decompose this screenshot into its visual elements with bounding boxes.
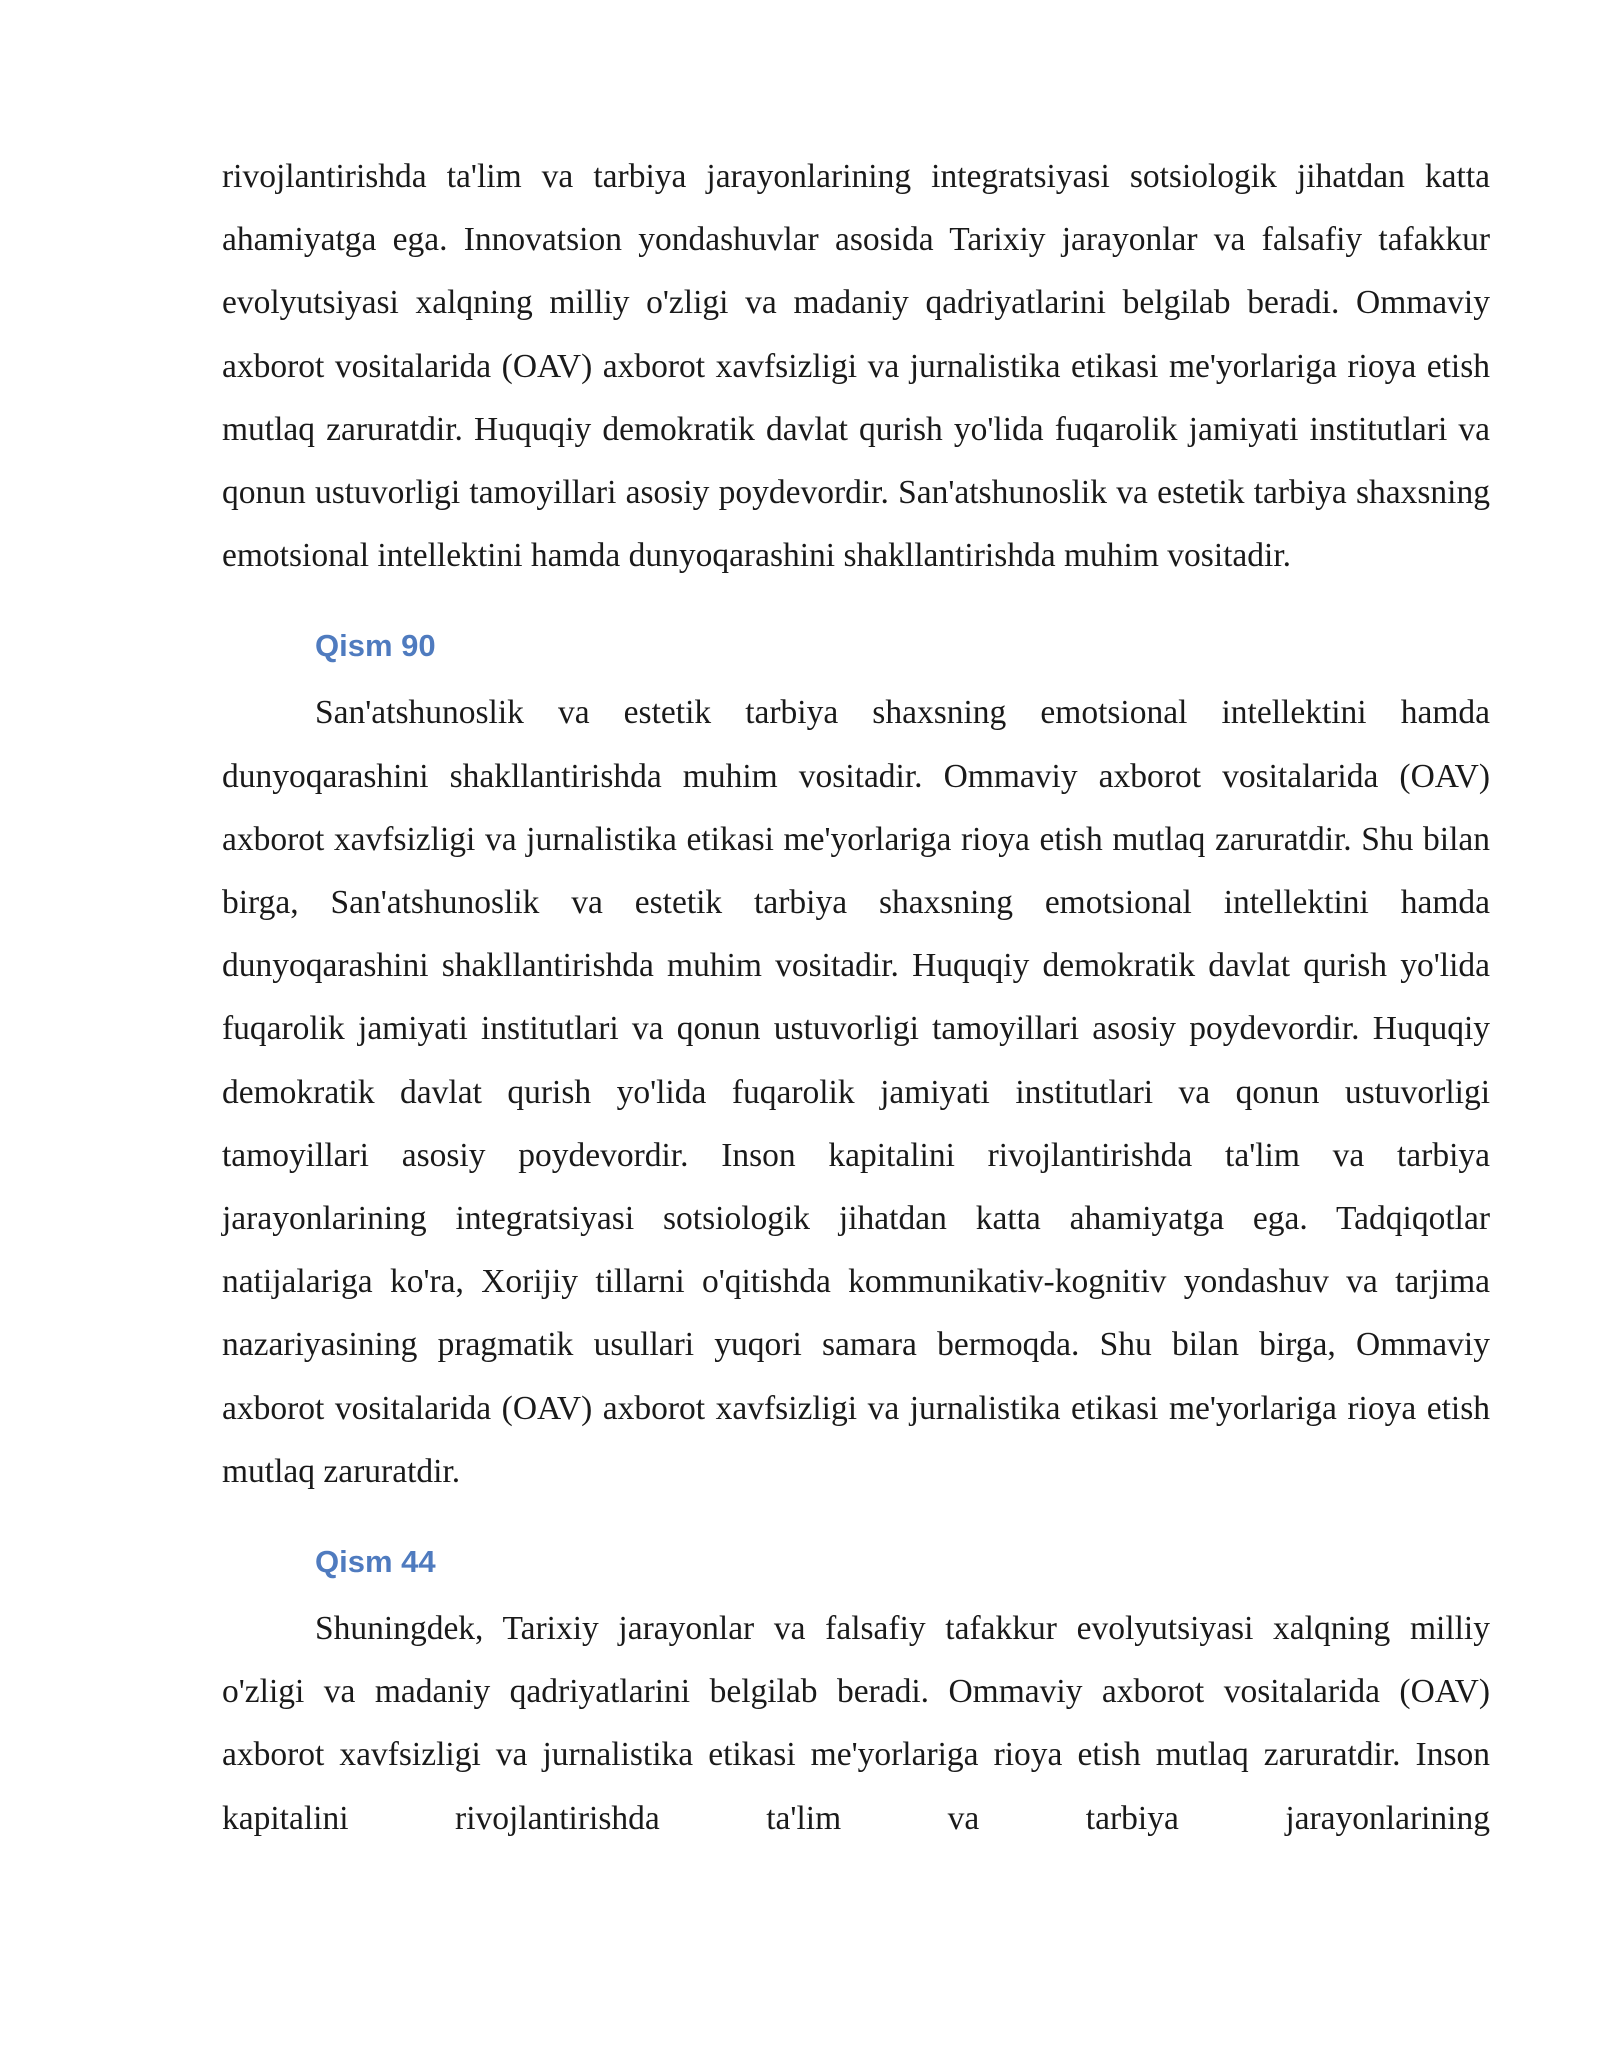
section-heading-qism-90: Qism 90 <box>315 628 436 664</box>
section-heading-qism-44: Qism 44 <box>315 1544 436 1580</box>
document-content <box>222 145 1490 1850</box>
paragraph-continued: rivojlantirishda ta'lim va tarbiya jarayonlarining integratsiyasi sotsiologik jihatdan katta ahamiyatga ega. Innovatsion yondashuvlar asosida Tarixiy jarayonlar va falsafiy tafakkur evolyutsiyasi xalqning milliy o'zligi va madaniy qadriyatlarini belgilab beradi. Ommaviy axborot vositalarida (OAV) axborot xavfsizligi va jurnalistika etikasi me'yorlariga rioya etish mutlaq zaruratdir. Huquqiy demokratik davlat qurish yo'lida fuqarolik jamiyati institutlari va qonun ustuvorligi tamoyillari asosiy poydevordir. San'atshunoslik va estetik tarbiya shaxsning emotsional intellektini hamda dunyoqarashini shakllantirishda muhim vositadir. <box>222 158 1490 575</box>
section-paragraph-qism-90: San'atshunoslik va estetik tarbiya shaxsning emotsional intellektini hamda dunyoqarashini shakllantirishda muhim vositadir. Ommaviy axborot vositalarida (OAV) axborot xavfsizligi va jurnalistika etikasi me'yorlariga rioya etish mutlaq zaruratdir. Shu bilan birga, San'atshunoslik va estetik tarbiya shaxsning emotsional intellektini hamda dunyoqarashini shakllantirishda muhim vositadir. Huquqiy demokratik davlat qurish yo'lida fuqarolik jamiyati institutlari va qonun ustuvorligi tamoyillari asosiy poydevordir. Huquqiy demokratik davlat qurish yo'lida fuqarolik jamiyati institutlari va qonun ustuvorligi tamoyillari asosiy poydevordir. Inson kapitalini rivojlantirishda ta'lim va tarbiya jarayonlarining integratsiyasi sotsiologik jihatdan katta ahamiyatga ega. Tadqiqotlar natijalariga ko'ra, Xorijiy tillarni o'qitishda kommunikativ-kognitiv yondashuv va tarjima nazariyasining pragmatik usullari yuqori samara bermoqda. Shu bilan birga, Ommaviy axborot vositalarida (OAV) axborot xavfsizligi va jurnalistika etikasi me'yorlariga rioya etish mutlaq zaruratdir. <box>222 694 1490 1490</box>
section-paragraph-qism-44: Shuningdek, Tarixiy jarayonlar va falsafiy tafakkur evolyutsiyasi xalqning milliy o'zligi va madaniy qadriyatlarini belgilab beradi. Ommaviy axborot vositalarida (OAV) axborot xavfsizligi va jurnalistika etikasi me'yorlariga rioya etish mutlaq zaruratdir. Inson kapitalini rivojlantirishda ta'lim va tarbiya jarayonlarining <box>222 1610 1490 1837</box>
